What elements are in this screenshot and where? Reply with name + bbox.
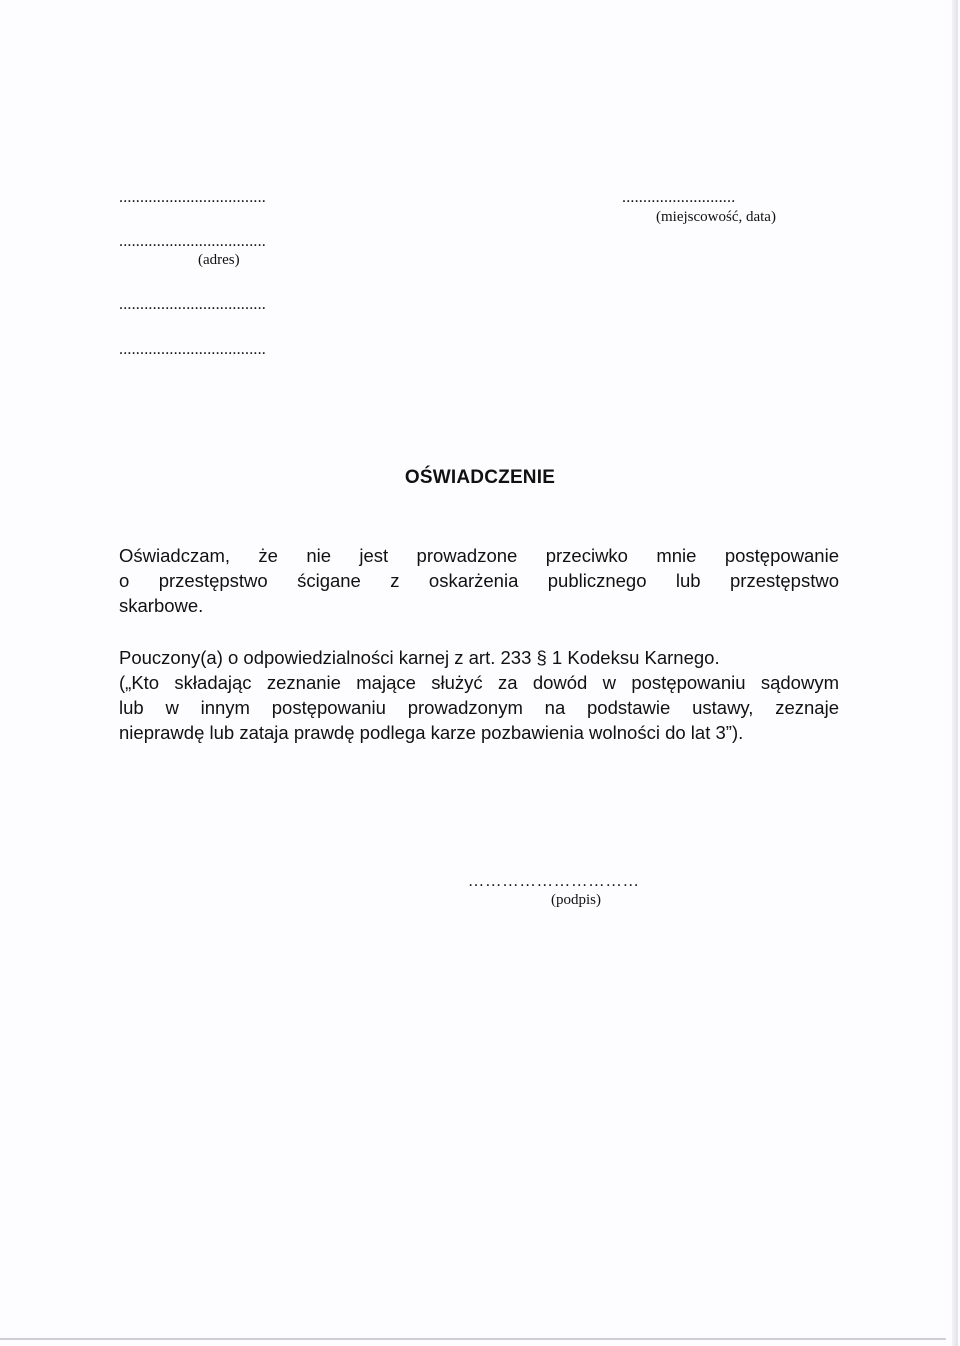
address-label: (adres) (198, 252, 240, 268)
blank-line-extra-1: ................................... (119, 296, 266, 313)
statement-line: o przestępstwo ścigane z oskarżenia publicznego lub przestępstwo (119, 570, 839, 591)
instruction-line: Pouczony(a) o odpowiedzialności karnej z art. 233 § 1 Kodeksu Karnego. (119, 647, 720, 668)
instruction-line: lub w innym postępowaniu prowadzonym na podstawie ustawy, zeznaje (119, 697, 839, 718)
instruction-line: („Kto składając zeznanie mające służyć za dowód w postępowaniu sądowym (119, 672, 839, 693)
signature-line: ………………………… (468, 873, 640, 890)
blank-line-place-date: ........................... (622, 189, 736, 206)
place-date-label: (miejscowość, data) (656, 209, 776, 225)
statement-line: skarbowe. (119, 595, 204, 616)
scan-edge-bottom (0, 1338, 946, 1340)
instruction-line: nieprawdę lub zataja prawdę podlega karze pozbawienia wolności do lat 3”). (119, 722, 744, 743)
scan-edge-right (952, 0, 958, 1346)
blank-line-name: ................................... (119, 189, 266, 206)
statement-paragraph (119, 543, 839, 618)
signature-label: (podpis) (551, 892, 601, 908)
blank-line-address: ................................... (119, 233, 266, 250)
statement-line: Oświadczam, że nie jest prowadzone przeciwko mnie postępowanie (119, 545, 839, 566)
document-title: OŚWIADCZENIE (404, 467, 556, 488)
blank-line-extra-2: ................................... (119, 341, 266, 358)
instruction-paragraph (119, 645, 839, 745)
